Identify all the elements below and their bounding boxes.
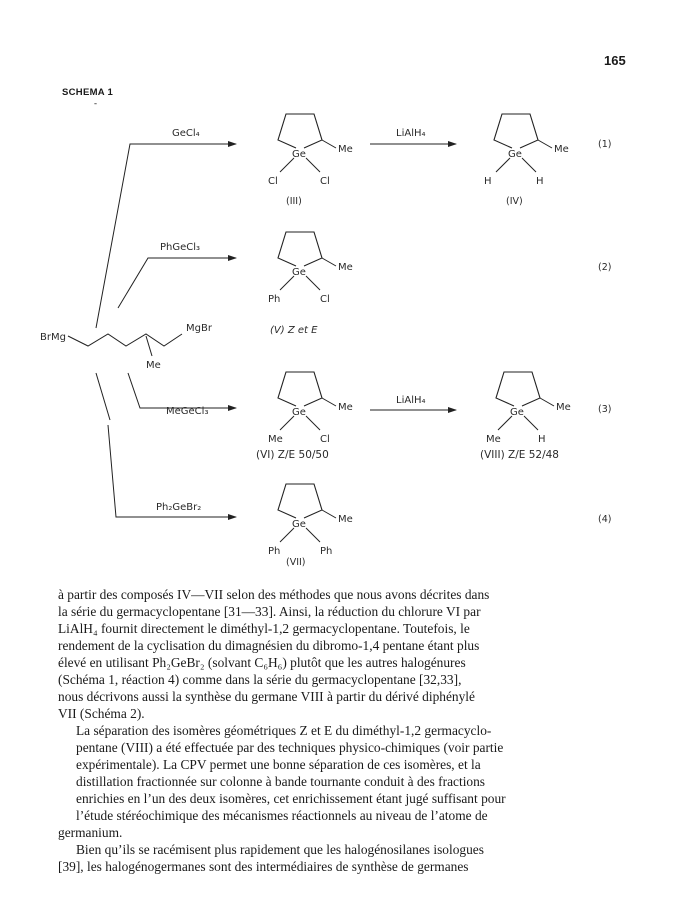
- mgbr-label: MgBr: [186, 323, 212, 334]
- compound-III-left-bond: [280, 158, 294, 172]
- compound-V-ring: [278, 232, 322, 266]
- compound-VIII-right-bond: [524, 416, 538, 430]
- compound-III-left-substituent: Cl: [268, 176, 278, 187]
- p1-line-1: à partir des composés IV—VII selon des méthodes que nous avons décrites dans: [58, 587, 490, 602]
- compound-VII-structure: [268, 484, 353, 557]
- carbon-chain: [68, 334, 182, 346]
- compound-VII-ge-atom: Ge: [292, 519, 306, 530]
- compound-VI-left-bond: [280, 416, 294, 430]
- compound-VI-ring: [278, 372, 322, 406]
- compound-IV-methyl-bond: [538, 140, 552, 148]
- compound-V-ge-atom: Ge: [292, 267, 306, 278]
- compound-VII-right-substituent: Ph: [320, 546, 333, 557]
- compound-VI-right-substituent: Cl: [320, 434, 330, 445]
- brmg-label: BrMg: [40, 332, 66, 343]
- compound-III-structure: [268, 114, 353, 187]
- p1-line-2: la série du germacyclopentane [31—33]. Ainsi, la réduction du chlorure VI par: [58, 604, 481, 619]
- arrow-reaction-3: [128, 373, 236, 408]
- reducing-agent-3: LiAlH₄: [396, 395, 426, 406]
- scheme-title-mark: -: [94, 98, 97, 108]
- compound-VI-methyl-bond: [322, 398, 336, 406]
- p3-line-2: [39], les halogénogermanes sont des intermédiaires de synthèse de germanes: [58, 859, 469, 874]
- starting-dimagnesium: [40, 323, 213, 371]
- p2-line-2: pentane (VIII) a été effectuée par des techniques physico-chimiques (voir partie: [76, 740, 504, 755]
- compound-VII-ring: [278, 484, 322, 518]
- paragraph-1: [58, 586, 626, 722]
- compound-IV-ring: [494, 114, 538, 148]
- compound-VII-label: (VII): [286, 557, 306, 568]
- compound-VIII-methyl-label: Me: [556, 402, 571, 413]
- paragraph-2: [58, 722, 626, 841]
- compound-VI-methyl-label: Me: [338, 402, 353, 413]
- arrow-reaction-2: [118, 258, 236, 308]
- p1-line-7: nous décrivons aussi la synthèse du germane VIII à partir du dérivé diphénylé: [58, 689, 475, 704]
- compound-VII-methyl-label: Me: [338, 514, 353, 525]
- compound-VI-label: (VI) Z/E 50/50: [256, 449, 329, 461]
- compound-III-ge-atom: Ge: [292, 149, 306, 160]
- compound-III-methyl-bond: [322, 140, 336, 148]
- compound-IV-left-bond: [496, 158, 510, 172]
- p1-line-8: VII (Schéma 2).: [58, 706, 145, 721]
- p1-line-6: (Schéma 1, réaction 4) comme dans la série du germacyclopentane [32,33],: [58, 672, 462, 687]
- compound-III-ring: [278, 114, 322, 148]
- p3-line-1: Bien qu’ils se racémisent plus rapidement que les halogénosilanes isologues: [76, 842, 484, 857]
- compound-V-methyl-label: Me: [338, 262, 353, 273]
- compound-IV-right-substituent: H: [536, 176, 544, 187]
- p2-line-3: expérimentale). La CPV permet une bonne séparation de ces isomères, et la: [76, 757, 481, 772]
- compound-VI-right-bond: [306, 416, 320, 430]
- arrow-reaction-1: [96, 144, 236, 328]
- p2-line-1: La séparation des isomères géométriques Z et E du diméthyl-1,2 germacyclo-: [76, 723, 492, 738]
- compound-VIII-structure: [486, 372, 571, 445]
- compound-IV-structure: [484, 114, 569, 187]
- compound-III-right-bond: [306, 158, 320, 172]
- compound-V-left-bond: [280, 276, 294, 290]
- reagent-4: Ph₂GeBr₂: [156, 502, 202, 513]
- reagent-3: MeGeCl₃: [166, 406, 209, 417]
- compound-VII-left-bond: [280, 528, 294, 542]
- p2-line-6: l’étude stéréochimique des mécanismes réactionnels au niveau de l’atome de: [76, 808, 488, 823]
- compound-V-right-bond: [306, 276, 320, 290]
- compound-IV-left-substituent: H: [484, 176, 492, 187]
- body-text: [58, 586, 626, 875]
- compound-VIII-methyl-bond: [540, 398, 554, 406]
- reagent-1: GeCl₄: [172, 128, 200, 139]
- compound-IV-label: (IV): [506, 196, 523, 207]
- reaction-number-1: (1): [598, 139, 612, 150]
- p1-line-5: élevé en utilisant Ph₂GeBr₂ (solvant C₆H₆) plutôt que les autres halogénures: [58, 655, 466, 670]
- compound-VII-methyl-bond: [322, 510, 336, 518]
- compound-IV-right-bond: [522, 158, 536, 172]
- compound-VII-right-bond: [306, 528, 320, 542]
- compound-VIII-ring: [496, 372, 540, 406]
- p1-line-3: LiAlH₄ fournit directement le diméthyl-1,2 germacyclopentane. Toutefois, le: [58, 621, 470, 636]
- reaction-number-3: (3): [598, 404, 612, 415]
- compound-VIII-ge-atom: Ge: [510, 407, 524, 418]
- reaction-number-2: (2): [598, 262, 612, 273]
- compound-V-label: (V) Z et E: [270, 325, 318, 336]
- compound-VIII-left-substituent: Me: [486, 434, 501, 445]
- p2-line-5: enrichies en l’un des deux isomères, cet enrichissement étant jugé suffisant pour: [76, 791, 506, 806]
- compound-VII-left-substituent: Ph: [268, 546, 281, 557]
- compound-V-methyl-bond: [322, 258, 336, 266]
- compound-V-left-substituent: Ph: [268, 294, 281, 305]
- scheme-title: SCHEMA 1: [62, 87, 114, 98]
- compound-VIII-right-substituent: H: [538, 434, 546, 445]
- compound-IV-ge-atom: Ge: [508, 149, 522, 160]
- compound-VI-left-substituent: Me: [268, 434, 283, 445]
- p2-line-7: germanium.: [58, 825, 123, 840]
- page-number: 165: [604, 53, 626, 68]
- reaction-number-4: (4): [598, 514, 612, 525]
- compound-V-right-substituent: Cl: [320, 294, 330, 305]
- compound-V-structure: [268, 232, 353, 305]
- p2-line-4: distillation fractionnée sur colonne à bande tournante conduit à des fractions: [76, 774, 486, 789]
- compound-VI-structure: [268, 372, 353, 445]
- paragraph-3: [58, 841, 626, 875]
- compound-III-methyl-label: Me: [338, 144, 353, 155]
- p1-line-4: rendement de la cyclisation du dimagnésien du dibromo-1,4 pentane étant plus: [58, 638, 480, 653]
- reagent-2: PhGeCl₃: [160, 242, 201, 253]
- reducing-agent-1: LiAlH₄: [396, 128, 426, 139]
- compound-III-label: (III): [286, 196, 302, 207]
- compound-III-right-substituent: Cl: [320, 176, 330, 187]
- compound-VIII-left-bond: [498, 416, 512, 430]
- compound-IV-methyl-label: Me: [554, 144, 569, 155]
- compound-VIII-label: (VIII) Z/E 52/48: [480, 449, 559, 461]
- compound-VI-ge-atom: Ge: [292, 407, 306, 418]
- chain-methyl-label: Me: [146, 360, 161, 371]
